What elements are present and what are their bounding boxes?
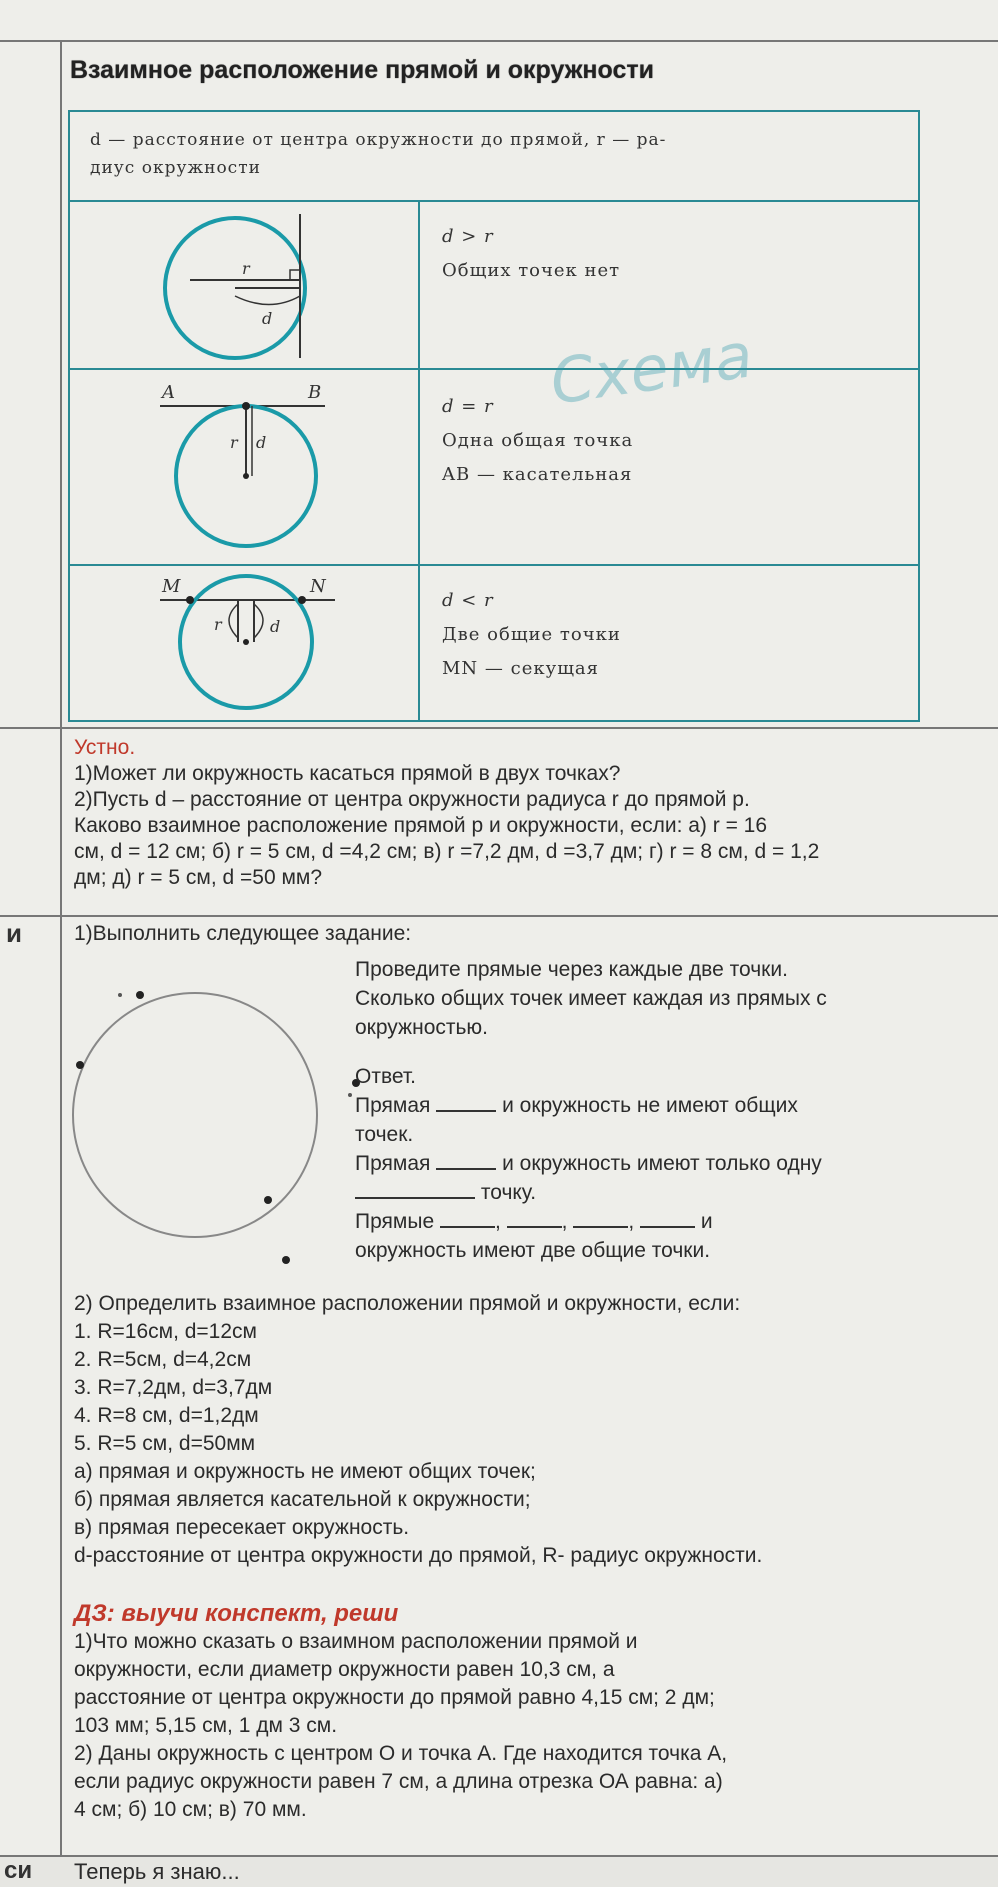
answer-text: точек. (355, 1123, 414, 1146)
tangent-figure (150, 376, 370, 562)
option-line: в) прямая пересекает окружность. (74, 1516, 410, 1539)
question-line: см, d = 12 см; б) r = 5 см, d =4,2 см; в) r =7,2 дм, d =3,7 дм; г) r = 8 см, d = 1,2 (74, 840, 820, 863)
answer-blank[interactable] (573, 1226, 628, 1228)
task-1-instruction: Проведите прямые через каждые две точки. Сколько общих точек имеет каждая из прямых с окружностью. Ответ. Прямая и окружность не имеют общих точек. Прямая и окружность имеют только одну точку. Прямые , , , и окружность имеют две общие точки. (355, 955, 965, 1265)
table-row (70, 566, 918, 722)
answer-blank[interactable] (436, 1110, 496, 1112)
condition: d = r (442, 396, 494, 417)
answer-label: Ответ. (355, 1065, 416, 1088)
footer-bar (0, 1855, 998, 1887)
answer-blank[interactable] (436, 1168, 496, 1170)
question-line: 2)Пусть d – расстояние от центра окружности радиуса r до прямой p. (74, 788, 750, 811)
distance-label: d (270, 617, 281, 636)
list-item: 4. R=8 см, d=1,2дм (74, 1404, 259, 1427)
header-line: диус окружности (90, 158, 261, 178)
distance-label: d (262, 309, 273, 328)
oral-section (74, 735, 974, 891)
answer-text: точку. (480, 1181, 537, 1204)
list-item: 5. R=5 см, d=50мм (74, 1432, 256, 1455)
secant-figure (150, 570, 370, 720)
homework-line: окружности, если диаметр окружности равен 10,3 см, а (74, 1658, 615, 1681)
instruction-line: Сколько общих точек имеет каждая из прямых с (355, 987, 827, 1010)
row-description (442, 584, 621, 686)
no-intersection-figure (130, 208, 380, 368)
left-column (0, 40, 62, 1885)
divider (0, 40, 998, 42)
answer-blank[interactable] (507, 1226, 562, 1228)
radius-label: r (230, 433, 238, 452)
option-line: d-расстояние от центра окружности до прямой, R- радиус окружности. (74, 1544, 763, 1567)
answer-text: и окружность имеют только одну (502, 1152, 822, 1175)
task-heading: 1)Выполнить следующее задание: (74, 922, 412, 945)
homework-line: расстояние от центра окружности до прямой равно 4,15 см; 2 дм; (74, 1686, 715, 1709)
section-label: Устно. (74, 736, 136, 759)
task-heading: 2) Определить взаимное расположении прямой и окружности, если: (74, 1292, 741, 1315)
answer-blank[interactable] (640, 1226, 695, 1228)
question-line: Каково взаимное расположение прямой p и окружности, если: а) r = 16 (74, 814, 768, 837)
row-description (442, 220, 620, 288)
radius-label: r (214, 615, 222, 634)
side-label: и (6, 918, 22, 948)
homework-line: 1)Что можно сказать о взаимном расположении прямой и (74, 1630, 638, 1653)
homework-section (74, 1600, 974, 1824)
table-header (70, 112, 918, 202)
watermark: Схема (545, 318, 757, 419)
point-b-label: B (308, 382, 322, 403)
answer-text: Прямая (355, 1094, 431, 1117)
answer-text: окружность имеют две общие точки. (355, 1239, 711, 1262)
answer-blank[interactable] (440, 1226, 495, 1228)
homework-line: 103 мм; 5,15 см, 1 дм 3 см. (74, 1714, 338, 1737)
header-line: d — расстояние от центра окружности до прямой, r — ра- (90, 130, 667, 150)
distance-label: d (256, 433, 267, 452)
summary-table (68, 110, 920, 722)
footer-text: Теперь я знаю... (74, 1859, 240, 1884)
answer-text: Прямая (355, 1152, 431, 1175)
radius-label: r (242, 259, 250, 278)
answer-text: и окружность не имеют общих (502, 1094, 798, 1117)
condition: d < r (442, 590, 494, 611)
divider (0, 727, 998, 729)
instruction-line: Проведите прямые через каждые две точки. (355, 958, 788, 981)
question-line: дм; д) r = 5 см, d =50 мм? (74, 866, 323, 889)
option-line: б) прямая является касательной к окружности; (74, 1488, 531, 1511)
option-line: а) прямая и окружность не имеют общих точек; (74, 1460, 536, 1483)
instruction-line: окружностью. (355, 1016, 489, 1039)
answer-text: Прямые (355, 1210, 435, 1233)
question-line: 1)Может ли окружность касаться прямой в двух точках? (74, 762, 621, 785)
list-item: 1. R=16см, d=12см (74, 1320, 257, 1343)
result-text: Общих точек нет (442, 260, 621, 281)
table-row (70, 370, 918, 566)
homework-line: 2) Даны окружность с центром О и точка А. Где находится точка А, (74, 1742, 728, 1765)
result-text: AB — касательная (442, 464, 633, 485)
table-row (70, 202, 918, 370)
result-text: Одна общая точка (442, 430, 634, 451)
point-m-label: M (162, 576, 181, 597)
homework-line: 4 см; б) 10 см; в) 70 мм. (74, 1798, 307, 1821)
side-label: си (4, 1857, 33, 1884)
homework-title: ДЗ: выучи конспект, реши (74, 1600, 399, 1627)
homework-line: если радиус окружности равен 7 см, а длина отрезка ОА равна: а) (74, 1770, 723, 1793)
point-a-label: A (162, 382, 175, 403)
list-item: 2. R=5см, d=4,2см (74, 1348, 252, 1371)
page-title: Взаимное расположение прямой и окружности (70, 56, 654, 84)
divider (0, 915, 998, 917)
condition: d > r (442, 226, 494, 247)
result-text: Две общие точки (442, 624, 621, 645)
result-text: MN — секущая (442, 658, 600, 679)
points-circle-figure (60, 955, 360, 1285)
answer-text: и (700, 1210, 713, 1233)
task-1 (74, 920, 974, 947)
list-item: 3. R=7,2дм, d=3,7дм (74, 1376, 273, 1399)
answer-blank[interactable] (355, 1197, 475, 1199)
point-n-label: N (310, 576, 326, 597)
task-2 (74, 1290, 974, 1570)
